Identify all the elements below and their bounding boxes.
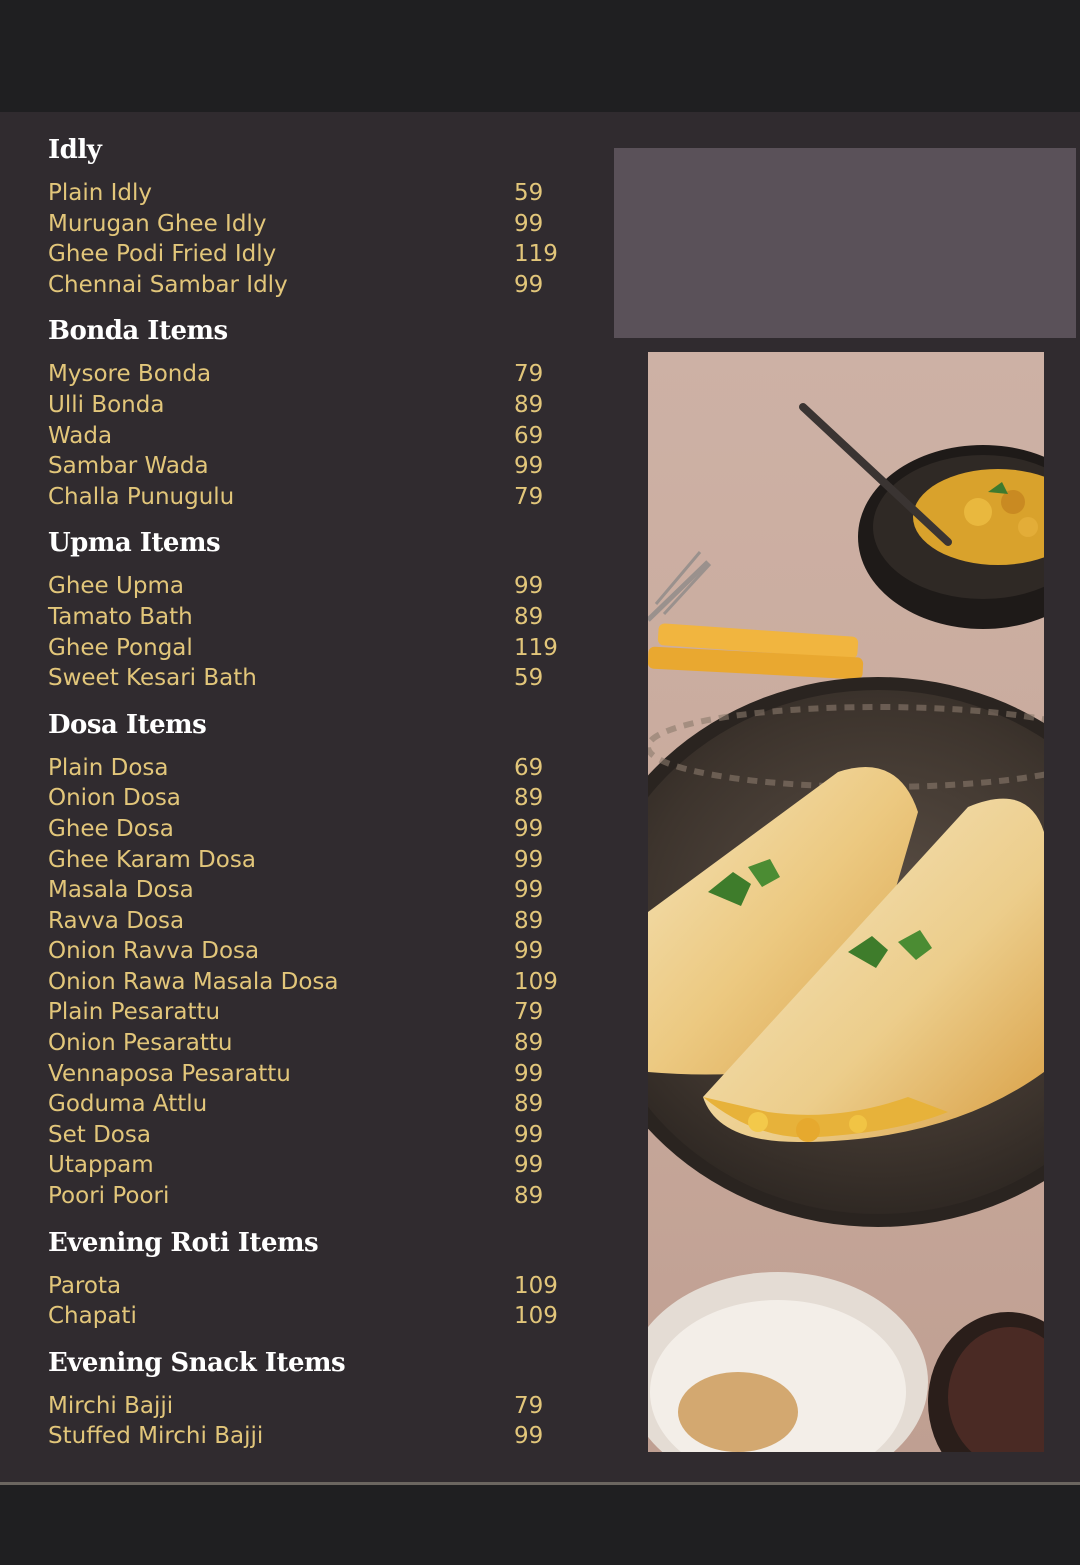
item-name: Chapati: [48, 1303, 137, 1330]
item-name: Parota: [48, 1272, 122, 1299]
menu-item: [48, 814, 588, 845]
section-dosa-items: [48, 707, 588, 1212]
menu-item: [48, 967, 588, 998]
item-price: 99: [514, 1423, 544, 1450]
menu-item: [48, 1150, 588, 1181]
food-photo: [648, 352, 1044, 1452]
item-price: 99: [514, 271, 544, 298]
item-price: 69: [514, 422, 544, 449]
item-price: 89: [514, 785, 544, 812]
item-name: Goduma Attlu: [48, 1091, 208, 1118]
menu-item: [48, 633, 588, 664]
item-price: 99: [514, 938, 544, 965]
menu-item: [48, 1421, 588, 1452]
menu-item: [48, 482, 588, 513]
item-price: 99: [514, 573, 544, 600]
section-title: Idly: [48, 135, 102, 165]
menu-item: [48, 663, 588, 694]
item-name: Ulli Bonda: [48, 391, 165, 418]
item-name: Sweet Kesari Bath: [48, 665, 257, 692]
item-price: 109: [514, 1272, 558, 1299]
item-name: Vennaposa Pesarattu: [48, 1060, 291, 1087]
menu-item: [48, 451, 588, 482]
item-name: Mirchi Bajji: [48, 1392, 174, 1419]
section-bonda-items: [48, 313, 588, 512]
section-title: Evening Snack Items: [48, 1347, 346, 1378]
menu-item: [48, 906, 588, 937]
menu-item: [48, 936, 588, 967]
item-name: Stuffed Mirchi Bajji: [48, 1423, 264, 1450]
item-name: Ghee Upma: [48, 573, 184, 600]
item-name: Utappam: [48, 1152, 154, 1179]
item-price: 119: [514, 634, 558, 661]
section-idly: [48, 132, 588, 300]
item-price: 79: [514, 1392, 544, 1419]
item-name: Onion Dosa: [48, 785, 181, 812]
item-price: 59: [514, 665, 544, 692]
menu-item: [48, 270, 588, 301]
item-price: 99: [514, 1060, 544, 1087]
grey-placeholder-box: [614, 148, 1076, 338]
menu-item: [48, 178, 588, 209]
item-name: Onion Rawa Masala Dosa: [48, 968, 339, 995]
item-price: 59: [514, 180, 544, 206]
item-price: 89: [514, 603, 544, 630]
menu-list: [48, 132, 588, 1452]
menu-item: [48, 783, 588, 814]
menu-item: [48, 571, 588, 602]
menu-item: [48, 753, 588, 784]
menu-item: [48, 602, 588, 633]
section-evening-snack-items: [48, 1345, 588, 1452]
item-price: 79: [514, 999, 544, 1026]
item-price: 99: [514, 210, 544, 237]
item-name: Onion Ravva Dosa: [48, 938, 260, 965]
item-price: 89: [514, 907, 544, 934]
item-price: 109: [514, 968, 558, 995]
item-price: 79: [514, 483, 544, 510]
bottom-bar: [0, 1485, 1080, 1565]
menu-item: [48, 390, 588, 421]
item-name: Onion Pesarattu: [48, 1030, 233, 1057]
section-title: Evening Roti Items: [48, 1227, 319, 1258]
item-price: 89: [514, 1183, 544, 1210]
section-title: Dosa Items: [48, 709, 207, 740]
item-price: 99: [514, 1152, 544, 1179]
item-name: Tamato Bath: [48, 603, 193, 630]
section-title: Bonda Items: [48, 316, 228, 347]
menu-item: [48, 239, 588, 270]
item-name: Ghee Podi Fried Idly: [48, 241, 277, 268]
menu-item: [48, 875, 588, 906]
item-name: Mysore Bonda: [48, 361, 212, 388]
item-name: Chennai Sambar Idly: [48, 271, 288, 298]
item-price: 99: [514, 877, 544, 904]
menu-item: [48, 845, 588, 876]
item-price: 99: [514, 846, 544, 873]
section-title: Upma Items: [48, 528, 221, 559]
item-price: 89: [514, 391, 544, 418]
menu-item: [48, 1089, 588, 1120]
item-price: 109: [514, 1303, 558, 1330]
item-price: 69: [514, 754, 544, 781]
item-name: Ghee Dosa: [48, 815, 174, 842]
menu-item: [48, 1271, 588, 1302]
item-name: Plain Dosa: [48, 754, 169, 781]
menu-item: [48, 1028, 588, 1059]
item-name: Wada: [48, 422, 113, 449]
item-name: Ghee Pongal: [48, 634, 193, 661]
menu-item: [48, 359, 588, 390]
item-price: 99: [514, 1121, 544, 1148]
section-upma-items: [48, 525, 588, 693]
item-name: Plain Pesarattu: [48, 999, 221, 1026]
dosa-plate-illustration: [648, 352, 1044, 1452]
item-price: 119: [514, 241, 558, 268]
item-price: 79: [514, 361, 544, 388]
menu-item: [48, 1181, 588, 1212]
item-name: Challa Punugulu: [48, 483, 235, 510]
item-price: 89: [514, 1030, 544, 1057]
item-name: Poori Poori: [48, 1183, 170, 1210]
menu-item: [48, 1059, 588, 1090]
item-name: Set Dosa: [48, 1121, 151, 1148]
item-name: Ravva Dosa: [48, 907, 185, 934]
menu-item: [48, 1120, 588, 1151]
item-name: Murugan Ghee Idly: [48, 210, 267, 237]
menu-item: [48, 1301, 588, 1332]
item-price: 99: [514, 453, 544, 480]
menu-item: [48, 997, 588, 1028]
menu-item: [48, 421, 588, 452]
item-price: 99: [514, 815, 544, 842]
item-name: Plain Idly: [48, 180, 153, 206]
section-evening-roti-items: [48, 1225, 588, 1332]
menu-item: [48, 209, 588, 240]
item-name: Masala Dosa: [48, 877, 194, 904]
item-price: 89: [514, 1091, 544, 1118]
item-name: Ghee Karam Dosa: [48, 846, 256, 873]
menu-item: [48, 1391, 588, 1422]
item-name: Sambar Wada: [48, 453, 209, 480]
top-bar: [0, 0, 1080, 112]
